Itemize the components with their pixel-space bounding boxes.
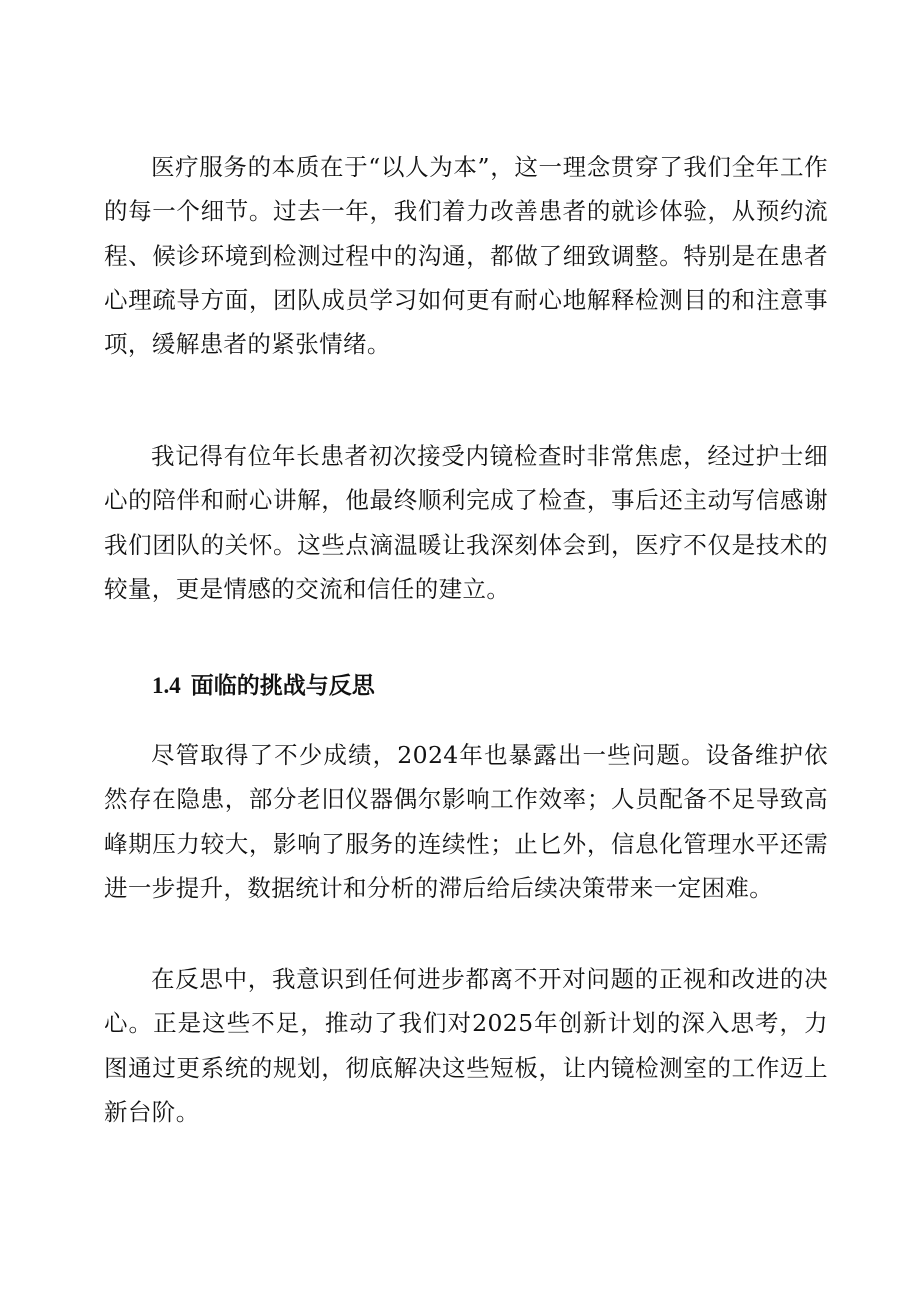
body-paragraph-patient-centered-care: 医疗服务的本质在于“以人为本”，这一理念贯穿了我们全年工作的每一个细节。过去一年，我们着力改善患者的就诊体验，从预约流程、候诊环境到检测过程中的沟通，都做了细致调整。特别是在患者心理疏导方面，团队成员学习如何更有耐心地解释检测目的和注意事项，缓解患者的紧张情绪。 xyxy=(104,153,828,359)
section-title: 面临的挑战与反思 xyxy=(190,673,375,699)
body-paragraph-challenges: 尽管取得了不少成绩，2024年也暴露出一些问题。设备维护依然存在隐患，部分老旧仪器偶尔影响工作效率；人员配备不足导致高峰期压力较大，影响了服务的连续性；止匕外，信息化管理水平还需进一步提升，数据统计和分析的滞后给后续决策带来一定困难。 xyxy=(104,741,828,902)
section-heading xyxy=(152,664,375,708)
body-paragraph-patient-story: 我记得有位年长患者初次接受内镜检查时非常焦虑，经过护士细心的陪伴和耐心讲解，他最终顺利完成了检查，事后还主动写信感谢我们团队的关怀。这些点滴温暖让我深刻体会到，医疗不仅是技术的较量，更是情感的交流和信任的建立。 xyxy=(104,442,828,603)
section-number: 1.4 xyxy=(152,673,181,698)
body-paragraph-reflection: 在反思中，我意识到任何进步都离不开对问题的正视和改进的决心。正是这些不足，推动了我们对2025年创新计划的深入思考，力图通过更系统的规划，彻底解决这些短板，让内镜检测室的工作迈上新台阶。 xyxy=(104,965,828,1126)
